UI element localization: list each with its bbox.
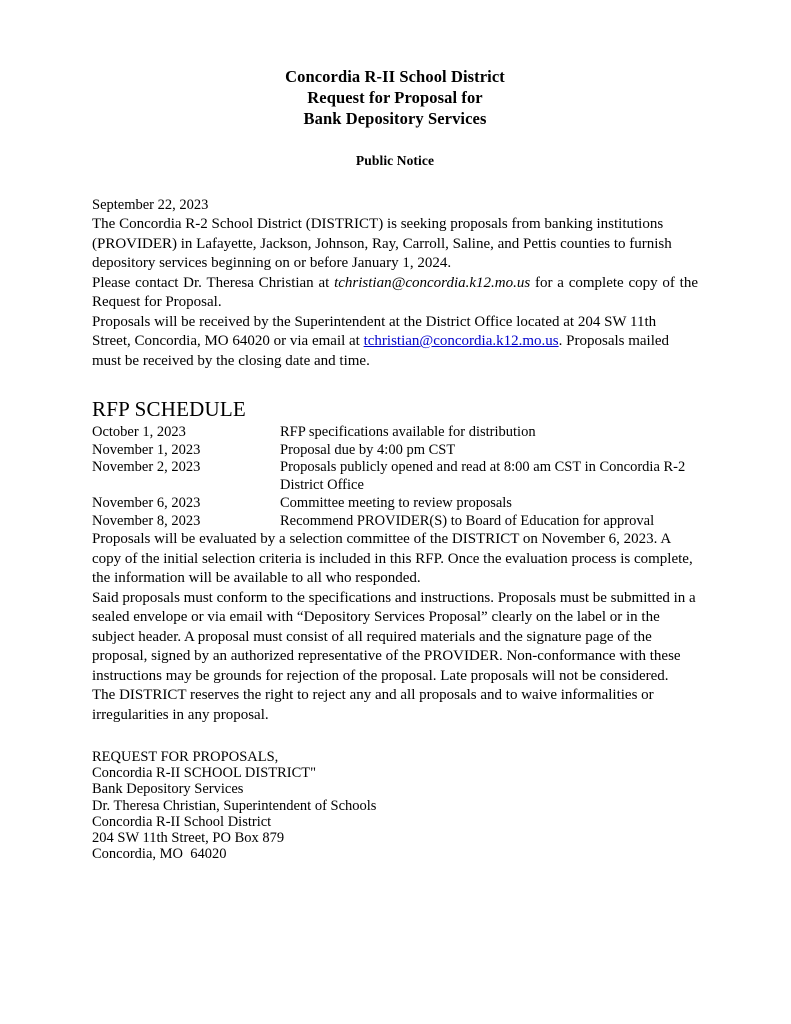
schedule-date: November 2, 2023 <box>92 459 201 475</box>
schedule-date: November 1, 2023 <box>92 441 201 458</box>
table-row <box>92 513 698 531</box>
closing-line: Dr. Theresa Christian, Superintendent of Schools <box>92 797 377 814</box>
contact-text-before: Please contact Dr. Theresa Christian at <box>92 274 335 291</box>
document-subtitle: Public Notice <box>355 153 435 168</box>
closing-line: Concordia R-II School District <box>92 813 272 830</box>
schedule-description: RFP specifications available for distribution <box>280 424 536 440</box>
document-date: September 22, 2023 <box>92 197 209 213</box>
submission-text-after: . Proposals mailed must be received by the closing date and time. <box>92 333 670 369</box>
title-line-3: Bank Depository Services <box>303 109 487 128</box>
schedule-date: November 8, 2023 <box>92 512 201 529</box>
submission-text-before: Proposals will be received by the Superintendent at the District Office located at 204 SW 11th Street, Concordia, MO 64020 or via email at <box>92 313 657 349</box>
schedule-date: October 1, 2023 <box>92 424 186 440</box>
closing-line: REQUEST FOR PROPOSALS, <box>92 749 279 765</box>
intro-paragraph: The Concordia R-2 School District (DISTRICT) is seeking proposals from banking institutions (PROVIDER) in Lafayette, Jackson, Johnson, Ray, Carroll, Saline, and Pettis counties to furnish depository services beginning on or before January 1, 2024. <box>92 216 672 271</box>
document-content <box>92 66 698 862</box>
email-link[interactable]: tchristian@concordia.k12.mo.us <box>363 333 559 349</box>
contact-email: tchristian@concordia.k12.mo.us <box>334 274 531 291</box>
schedule-description: Recommend PROVIDER(S) to Board of Education for approval <box>280 512 655 529</box>
title-line-1: Concordia R-II School District <box>285 67 505 86</box>
conformance-paragraph: Said proposals must conform to the specifications and instructions. Proposals must be submitted in a sealed envelope or via email with “Depository Services Proposal” clearly on the label or in the subject header. A proposal must consist of all required materials and the signature page of the proposal, signed by an authorized representative of the PROVIDER. Non‑conformance with these instructions may be grounds for rejection of the proposal. Late proposals will not be considered. <box>92 589 696 684</box>
table-row <box>92 459 698 495</box>
schedule-description: Proposal due by 4:00 pm CST <box>280 441 456 458</box>
closing-line: Concordia, MO 64020 <box>92 846 227 863</box>
contact-text-after: for a complete copy of the Request for Proposal. <box>92 274 698 310</box>
schedule-description: Proposals publicly opened and read at 8:00 am CST in Concordia R-2 District Office <box>280 459 686 493</box>
rfp-schedule-table <box>92 424 698 530</box>
closing-line: Bank Depository Services <box>92 781 244 798</box>
table-row <box>92 442 698 460</box>
schedule-date: November 6, 2023 <box>92 495 201 511</box>
schedule-description: Committee meeting to review proposals <box>280 495 512 511</box>
table-row <box>92 495 698 513</box>
table-row <box>92 424 698 442</box>
document-title <box>92 66 698 129</box>
closing-line: Concordia R-II SCHOOL DISTRICT" <box>92 765 317 782</box>
evaluation-paragraph: Proposals will be evaluated by a selection committee of the DISTRICT on November 6, 2023. A copy of the initial selection criteria is included in this RFP. Once the evaluation process is complete, the information will be available to all who responded. <box>92 531 693 586</box>
submission-paragraph <box>92 313 698 372</box>
reservation-paragraph: The DISTRICT reserves the right to reject any and all proposals and to waive informalities or irregularities in any proposal. <box>92 687 654 723</box>
closing-block <box>92 749 698 862</box>
contact-paragraph <box>92 274 698 313</box>
title-line-2: Request for Proposal for <box>307 88 483 107</box>
schedule-heading: RFP SCHEDULE <box>92 397 246 421</box>
closing-line: 204 SW 11th Street, PO Box 879 <box>92 830 285 847</box>
